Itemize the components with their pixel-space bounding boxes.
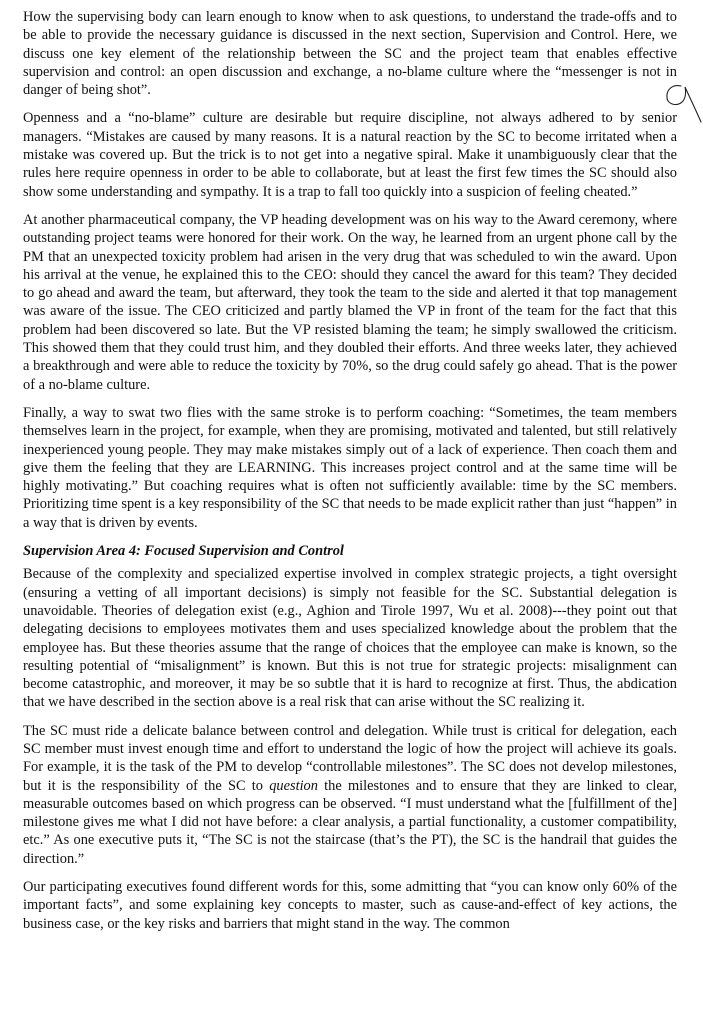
emphasis-question: question bbox=[269, 777, 318, 794]
paragraph-pharma-example bbox=[23, 211, 677, 394]
document-page bbox=[23, 8, 677, 943]
paragraph-delegation bbox=[23, 565, 677, 711]
section-heading: Supervision Area 4: Focused Supervision and Control bbox=[23, 543, 344, 560]
paragraph-intro-text: How the supervising body can learn enough to know when to ask questions, to understand the trade-offs and to be able to provide the necessary guidance is discussed in the next section, Supervision and Control. Here, we discuss one key element of the relationship between the SC and the project team that enables effective supervision and control: an open discussion and exchange, a no-blame culture where the “messenger is not in danger of being shot”. bbox=[23, 9, 677, 99]
paragraph-control-balance-text-2: the milestones and to ensure that they are linked to clear, measurable outcomes based on which progress can be observed. “I must understand what the [fulfillment of the] milestone gives me what I did not have before: a clear analysis, a partial functionality, a customer compatibility, etc.” As one executive puts it, “The SC is not the staircase (that’s the PT), the SC is the handrail that guides the direction.” bbox=[23, 777, 678, 867]
paragraph-no-blame-text: Openness and a “no-blame” culture are desirable but require discipline, not always adhered to by senior managers. “Mistakes are caused by many reasons. It is a natural reaction by the SC to become irritated when a mistake was covered up. But the trick is to not get into a negative spiral. Make it unambiguously clear that the rules here require openness in order to be able to collaborate, but at least the first few times the SC should also show some understanding and sympathy. It is a trap to fall too quickly into a suspicion of feeling cheated.” bbox=[23, 110, 677, 200]
paragraph-intro bbox=[23, 8, 677, 99]
paragraph-control-balance-text-1: The SC must ride a delicate balance between control and delegation. While trust is critical for delegation, each SC member must invest enough time and effort to understand the logic of how the project will achieve its goals. For example, it is the task of the PM to develop “controllable milestones”. The SC does not develop milestones, but it is the responsibility of the SC to bbox=[23, 722, 677, 794]
handwritten-pen-mark bbox=[662, 82, 703, 124]
paragraph-delegation-text: Because of the complexity and specialized expertise involved in complex strategic projects, a tight oversight (ensuring a vetting of all important decisions) is simply not feasible for the SC. Substantial delegation is unavoidable. Theories of delegation exist (e.g., Aghion and Tirole 1997, Wu et al. 2008)---they point out that delegating decisions to employees motivates them and uses specialized knowledge about the problem that the employee has. But these theories assume that the range of choices that the employee can make is known, so the resulting potential of “misalignment” is known. But this is not true for strategic projects: misalignment can become catastrophic, and moreover, it may be so subtle that it is hard to recognize at first. Thus, the abdication that we have described in the section above is a real risk that can arise without the SC realizing it. bbox=[23, 566, 677, 711]
paragraph-coaching bbox=[23, 404, 677, 532]
paragraph-executives bbox=[23, 878, 677, 933]
paragraph-executives-text: Our participating executives found different words for this, some admitting that “you can know only 60% of the important facts”, and some explaining key concepts to master, such as cause-and-effect of key actions, the business case, or the key risks and barriers that might stand in the way. The common bbox=[23, 879, 677, 932]
paragraph-coaching-text: Finally, a way to swat two flies with the same stroke is to perform coaching: “Sometimes, the team members themselves learn in the project, for example, when they are promising, motivated and talented, but still relatively inexperienced young people. They may make mistakes simply out of a lack of experience. Then coach them and give them the feeling that they are LEARNING. This increases project control and at the same time will be highly motivating.” But coaching requires what is often not sufficiently available: time by the SC members. Prioritizing time spent is a key responsibility of the SC that needs to be made explicit rather than just “happen” in a way that is driven by events. bbox=[23, 404, 677, 531]
paragraph-control-balance bbox=[23, 722, 677, 868]
paragraph-pharma-example-text: At another pharmaceutical company, the VP heading development was on his way to the Award ceremony, where outstanding project teams were honored for their work. On the way, he learned from an urgent phone call by the PM that an unexpected toxicity problem had arisen in the very drug that was scheduled to win the award. Upon his arrival at the venue, he explained this to the CEO: should they cancel the award for this team? They decided to go ahead and award the team, but afterward, they took the team to the side and alerted it that top management was aware of the issue. The CEO criticized and partly blamed the VP in front of the team for the fact that this problem had been discovered so late. But the VP resisted blaming the team; he simply swallowed the criticism. This showed them that they could trust him, and they doubled their efforts. And three weeks later, they achieved a breakthrough and were able to reduce the toxicity by 70%, so the drug could safely go ahead. That is the power of a no-blame culture. bbox=[23, 211, 677, 393]
paragraph-no-blame bbox=[23, 109, 677, 200]
